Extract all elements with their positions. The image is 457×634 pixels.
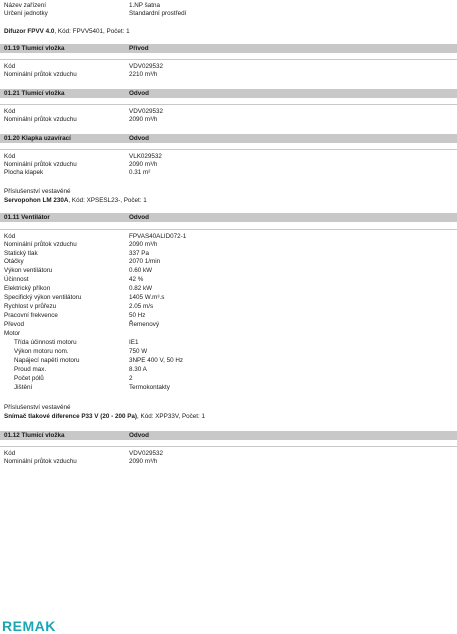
spec-value: 2090 m³/h: [129, 458, 158, 465]
spec-row: [4, 267, 454, 275]
section-type: Odvod: [129, 135, 149, 142]
spec-row: [4, 303, 454, 311]
spec-value: 2210 m³/h: [129, 71, 158, 78]
section-title: 01.21 Tlumicí vložka: [4, 90, 65, 97]
spec-value: 2090 m³/h: [129, 161, 158, 168]
spec-key: Elektrický příkon: [4, 285, 51, 292]
spec-value: 2: [129, 375, 133, 382]
spec-value: 0.82 kW: [129, 285, 153, 292]
spec-value: IE1: [129, 339, 139, 346]
spec-key: Převod: [4, 321, 24, 328]
section-header: [0, 213, 457, 222]
spec-row: [4, 153, 454, 161]
accessory-line: [4, 197, 147, 205]
spec-value: 42 %: [129, 276, 144, 283]
spec-key: Plocha klapek: [4, 169, 44, 176]
spec-key: Třída účinnosti motoru: [14, 339, 77, 346]
spec-key: Kód: [4, 233, 16, 240]
accessory-rest: , Kód: XPSESL23-, Počet: 1: [68, 197, 147, 204]
section-title: 01.11 Ventilátor: [4, 214, 50, 221]
motor-row: [4, 366, 454, 374]
section-title: 01.19 Tlumicí vložka: [4, 45, 65, 52]
accessory-label: Příslušenství vestavěné: [4, 404, 71, 411]
spec-value: 750 W: [129, 348, 148, 355]
spec-key: Otáčky: [4, 258, 24, 265]
spec-row: [4, 294, 454, 302]
header-key: Název zařízení: [4, 2, 46, 9]
spec-key: Nominální průtok vzduchu: [4, 458, 77, 465]
section-type: Přívod: [129, 45, 149, 52]
accessory-rest: , Kód: XPP33V, Počet: 1: [137, 413, 206, 420]
spec-row: [4, 71, 454, 79]
spec-row: [4, 161, 454, 169]
spec-key: Statický tlak: [4, 250, 38, 257]
spec-value: VDV029532: [129, 450, 163, 457]
spec-key: Nominální průtok vzduchu: [4, 71, 77, 78]
spec-key: Jištění: [14, 384, 33, 391]
header-row: [4, 10, 454, 18]
spec-row: [4, 450, 454, 458]
remak-logo: REMAK: [2, 618, 56, 634]
spec-value: 50 Hz: [129, 312, 146, 319]
spec-value: VLK029532: [129, 153, 162, 160]
spec-row: [4, 169, 454, 177]
section-type: Odvod: [129, 432, 149, 439]
spec-value: 2090 m³/h: [129, 241, 158, 248]
spec-key: Výkon motoru nom.: [14, 348, 69, 355]
spec-value: 337 Pa: [129, 250, 149, 257]
spec-key: Nominální průtok vzduchu: [4, 116, 77, 123]
spec-value: VDV029532: [129, 63, 163, 70]
spec-value: Termokontakty: [129, 384, 170, 391]
section-divider: [0, 104, 457, 105]
spec-value: 2070 1/min: [129, 258, 161, 265]
motor-row: [4, 348, 454, 356]
spec-row: [4, 108, 454, 116]
spec-value: FPVAS40ALID072-1: [129, 233, 187, 240]
spec-value: 2090 m³/h: [129, 116, 158, 123]
spec-row: [4, 285, 454, 293]
spec-key: Motor: [4, 330, 21, 337]
motor-row: [4, 375, 454, 383]
spec-value: VDV029532: [129, 108, 163, 115]
spec-key: Účinnost: [4, 276, 29, 283]
motor-row: [4, 357, 454, 365]
difuzor-rest: , Kód: FPVV5401, Počet: 1: [54, 28, 130, 35]
section-divider: [0, 59, 457, 60]
spec-key: Počet pólů: [14, 375, 44, 382]
header-row: [4, 2, 454, 10]
spec-key: Specifický výkon ventilátoru: [4, 294, 82, 301]
difuzor-name: Difuzor FPVV 4.0: [4, 28, 55, 35]
spec-row: [4, 458, 454, 466]
spec-value: 0.60 kW: [129, 267, 153, 274]
motor-row: [4, 339, 454, 347]
spec-key: Nominální průtok vzduchu: [4, 241, 77, 248]
section-title: 01.12 Tlumicí vložka: [4, 432, 65, 439]
spec-key: Pracovní frekvence: [4, 312, 58, 319]
spec-row: [4, 330, 454, 338]
spec-value: 8.30 A: [129, 366, 147, 373]
accessory-name: Snímač tlakové diference P33 V (20 - 200 Pa): [4, 413, 138, 420]
spec-value: 2.05 m/s: [129, 303, 154, 310]
spec-row: [4, 312, 454, 320]
spec-value: Řemenový: [129, 321, 160, 328]
motor-row: [4, 384, 454, 392]
spec-row: [4, 258, 454, 266]
section-type: Odvod: [129, 214, 149, 221]
header-key: Určení jednotky: [4, 10, 48, 17]
spec-row: [4, 63, 454, 71]
spec-key: Kód: [4, 153, 16, 160]
spec-value: 1405 W.m³.s: [129, 294, 165, 301]
difuzor-line: [4, 28, 130, 36]
section-divider: [0, 446, 457, 447]
spec-key: Napájecí napětí motoru: [14, 357, 80, 364]
spec-key: Rychlost v průřezu: [4, 303, 57, 310]
spec-key: Kód: [4, 450, 16, 457]
section-header: [0, 134, 457, 143]
spec-value: 0.31 m²: [129, 169, 151, 176]
spec-row: [4, 233, 454, 241]
accessory-name: Servopohon LM 230A: [4, 197, 69, 204]
section-title: 01.20 Klapka uzavírací: [4, 135, 71, 142]
spec-key: Kód: [4, 63, 16, 70]
header-value: Standardní prostředí: [129, 10, 187, 17]
accessory-line: [4, 413, 205, 421]
spec-value: 3NPE 400 V, 50 Hz: [129, 357, 184, 364]
section-divider: [0, 149, 457, 150]
section-header: [0, 44, 457, 53]
spec-key: Proud max.: [14, 366, 47, 373]
spec-row: [4, 241, 454, 249]
spec-row: [4, 321, 454, 329]
spec-row: [4, 116, 454, 124]
spec-row: [4, 276, 454, 284]
section-header: [0, 89, 457, 98]
section-header: [0, 431, 457, 440]
section-type: Odvod: [129, 90, 149, 97]
spec-row: [4, 250, 454, 258]
accessory-label: Příslušenství vestavěné: [4, 188, 71, 195]
spec-key: Kód: [4, 108, 16, 115]
section-divider: [0, 229, 457, 230]
header-value: 1.NP šatna: [129, 2, 161, 9]
spec-key: Výkon ventilátoru: [4, 267, 53, 274]
spec-key: Nominální průtok vzduchu: [4, 161, 77, 168]
